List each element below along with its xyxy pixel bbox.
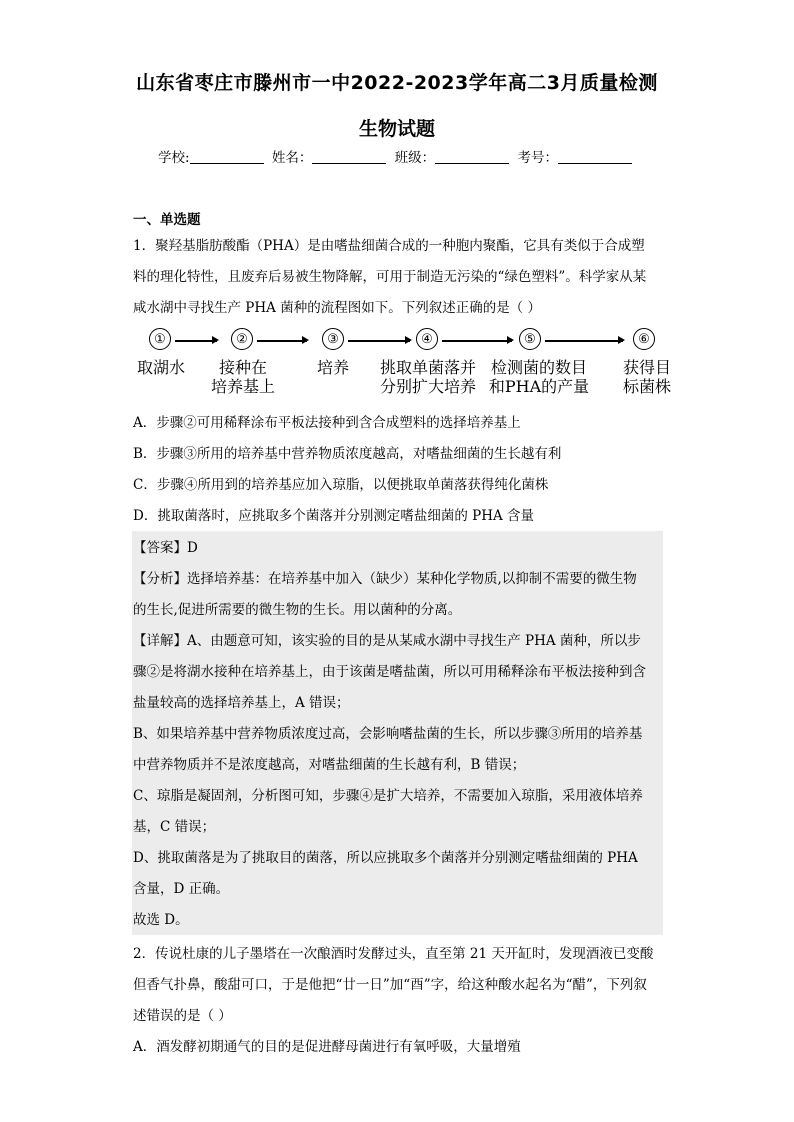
flow-label-line: 检测菌的数目	[490, 358, 587, 377]
q1-detail-line: B、如果培养基中营养物质浓度过高，会影响嗜盐菌的生长，所以步骤③所用的培养基	[133, 726, 643, 742]
flow-step-5-label	[487, 358, 591, 396]
flow-label-line: 获得目	[622, 358, 671, 377]
flow-arrow	[442, 340, 512, 342]
flow-arrow	[257, 340, 307, 342]
flow-step-6-label	[617, 358, 677, 396]
class-label: 班级：	[394, 150, 436, 166]
q2-stem-line: 述错误的是（ ）	[133, 1008, 232, 1024]
q1-analysis-line: 的生长,促进所需要的微生物的生长。用以菌种的分离。	[133, 602, 462, 618]
flow-label-line: 标菌株	[622, 377, 671, 396]
flow-arrow	[545, 340, 623, 342]
flow-label-line: 分别扩大培养	[379, 377, 476, 396]
q1-flow-diagram	[133, 328, 693, 398]
q1-option-c: C．步骤④所用到的培养基应加入琼脂，以便挑取单菌落获得纯化菌株	[133, 477, 549, 493]
q1-detail-line: 基，C 错误；	[133, 819, 216, 835]
exam-title: 山东省枣庄市滕州市一中2022-2023学年高二3月质量检测	[136, 72, 658, 94]
q2-option-a: A．酒发酵初期通气的目的是促进酵母菌进行有氧呼吸，大量增殖	[133, 1039, 521, 1055]
flow-arrow	[175, 340, 217, 342]
q1-option-d: D．挑取菌落时，应挑取多个菌落并分别测定嗜盐细菌的 PHA 含量	[133, 508, 535, 524]
student-info-line	[0, 146, 794, 166]
q1-analysis-line: 【分析】选择培养基：在培养基中加入（缺少）某种化学物质,以抑制不需要的微生物	[133, 571, 637, 587]
q1-option-b: B．步骤③所用的培养基中营养物质浓度越高，对嗜盐细菌的生长越有利	[133, 446, 562, 462]
name-blank	[312, 149, 386, 164]
flow-label-line: 培养	[316, 358, 349, 377]
exam-no-blank	[558, 149, 632, 164]
q2-stem-line: 2．传说杜康的儿子墨塔在一次酿酒时发酵过头，直至第 21 天开缸时，发现酒液已变酸	[133, 946, 654, 962]
flow-step-4-label	[375, 358, 481, 396]
q1-stem-line: 料的理化特性，且废弃后易被生物降解，可用于制造无污染的“绿色塑料”。科学家从某	[133, 269, 647, 285]
flow-step-3-label	[303, 358, 363, 377]
q1-detail-line: 中营养物质并不是浓度越高，对嗜盐细菌的生长越有利，B 错误；	[133, 757, 526, 773]
class-blank	[435, 149, 509, 164]
flow-step-2-label	[203, 358, 283, 396]
q1-stem-line: 咸水湖中寻找生产 PHA 菌种的流程图如下。下列叙述正确的是（ ）	[133, 300, 541, 316]
flow-label-line: 挑取单菌落并	[379, 358, 476, 377]
q1-detail-line: 骤②是将湖水接种在培养基上，由于该菌是嗜盐菌，所以可用稀释涂布平板法接种到含	[133, 664, 646, 680]
flow-step-6-number: ⑥	[633, 328, 655, 350]
flow-label-line: 取湖水	[136, 358, 185, 377]
flow-step-2-number: ②	[231, 328, 253, 350]
school-label: 学校:	[158, 150, 190, 166]
school-blank	[190, 149, 264, 164]
q1-option-a: A．步骤②可用稀释涂布平板法接种到含合成塑料的选择培养基上	[133, 415, 521, 431]
section-heading: 一、单选题	[133, 212, 201, 228]
flow-step-3-number: ③	[322, 328, 344, 350]
q1-detail-line: 故选 D。	[133, 912, 189, 928]
flow-step-4-number: ④	[416, 328, 438, 350]
q1-detail-line: 含量，D 正确。	[133, 881, 230, 897]
q1-answer: 【答案】D	[133, 540, 198, 556]
q1-stem-line: 1．聚羟基脂肪酸酯（PHA）是由嗜盐细菌合成的一种胞内聚酯，它具有类似于合成塑	[133, 238, 645, 254]
flow-label-line: 接种在	[218, 358, 267, 377]
flow-step-1-label	[131, 358, 191, 377]
exam-no-label: 考号：	[517, 150, 558, 166]
exam-subtitle: 生物试题	[358, 118, 435, 140]
q1-detail-line: C、琼脂是凝固剂，分析图可知，步骤④是扩大培养，不需要加入琼脂，采用液体培养	[133, 788, 643, 804]
q1-detail-line: 【详解】A、由题意可知，该实验的目的是从某咸水湖中寻找生产 PHA 菌种，所以步	[133, 633, 641, 649]
flow-arrow	[348, 340, 410, 342]
name-label: 姓名：	[271, 150, 313, 166]
q2-stem-line: 但香气扑鼻，酸甜可口，于是他把“廿一日”加“酉”字，给这种酸水起名为“醋”，下列叙	[133, 977, 647, 993]
q1-detail-line: D、挑取菌落是为了挑取目的菌落，所以应挑取多个菌落并分别测定嗜盐细菌的 PHA	[133, 850, 638, 866]
flow-label-line: 和PHA的产量	[488, 377, 590, 396]
flow-step-1-number: ①	[149, 328, 171, 350]
flow-step-5-number: ⑤	[519, 328, 541, 350]
flow-label-line: 培养基上	[210, 377, 275, 396]
q1-detail-line: 盐量较高的选择培养基上，A 错误；	[133, 695, 350, 711]
